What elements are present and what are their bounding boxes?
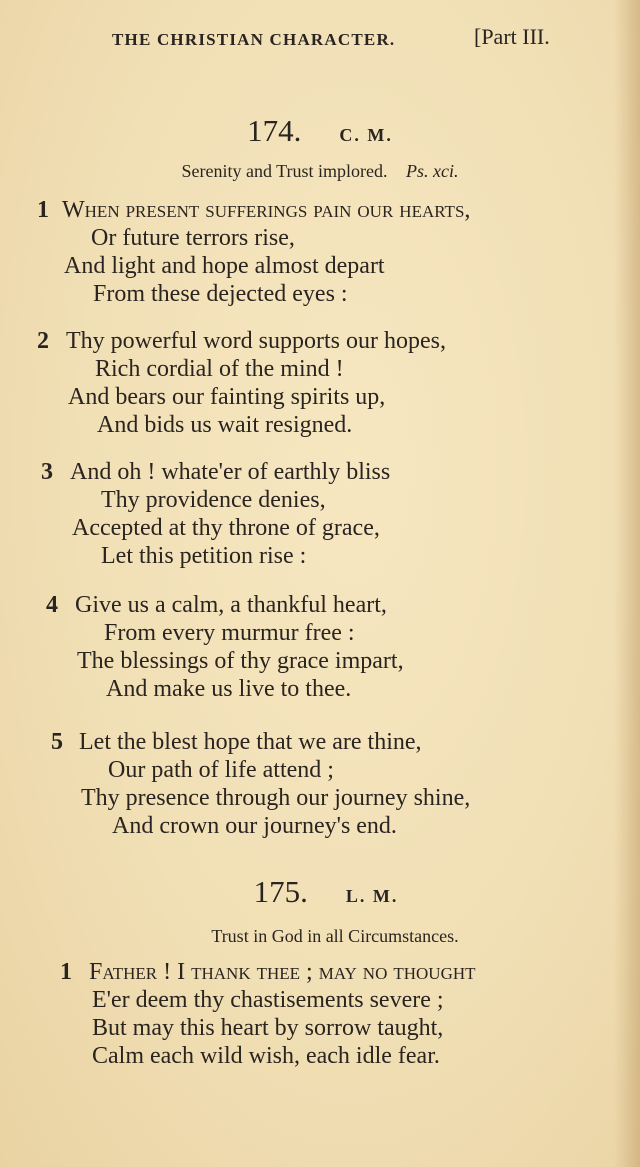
stanza-number: 1 [37,197,49,223]
hymn-heading-175 [0,874,640,910]
verse-line: Our path of life attend ; [108,757,334,783]
verse-line: And bids us wait resigned. [97,412,353,438]
verse-line: And bears our fainting spirits up, [68,384,386,410]
verse-line: Calm each wild wish, each idle fear. [92,1043,440,1069]
stanza-number: 1 [60,959,72,985]
verse-line: Thy powerful word supports our hopes, [66,328,446,354]
verse-line: Father ! I thank thee ; may no thought [89,959,476,985]
verse-line: Let this petition rise : [101,543,307,569]
verse-line: But may this heart by sorrow taught, [92,1015,444,1041]
verse-line: And make us live to thee. [106,676,352,702]
verse-line: And light and hope almost depart [64,253,385,279]
verse-line: The blessings of thy grace impart, [77,648,404,674]
verse-line: Thy presence through our journey shine, [81,785,471,811]
verse-line: From every murmur free : [104,620,355,646]
verse-line: And crown our journey's end. [112,813,397,839]
verse-line: Rich cordial of the mind ! [95,356,344,382]
verse-line: Let the blest hope that we are thine, [79,729,422,755]
hymn-title-174 [0,161,640,182]
hymn-heading-174 [0,113,640,149]
stanza-number: 3 [41,459,53,485]
verse-line: And oh ! whate'er of earthly bliss [70,459,391,485]
hymn-number: 174. [247,113,302,148]
verse-line: Give us a calm, a thankful heart, [75,592,387,618]
hymn-scripture-reference: Ps. xci. [406,161,459,181]
running-head-title: THE CHRISTIAN CHARACTER. [112,30,396,49]
hymn-meter: L. M. [345,886,399,906]
stanza-number: 2 [37,328,49,354]
hymn-title-text: Trust in God in all Circumstances. [211,926,459,946]
verse-line: Thy providence denies, [101,487,326,513]
verse-line: From these dejected eyes : [93,281,348,307]
running-head-part: [Part III. [474,24,550,49]
stanza-number: 4 [46,592,58,618]
stanza-number: 5 [51,729,63,755]
verse-line: Or future terrors rise, [91,225,295,251]
verse-line: Accepted at thy throne of grace, [72,515,380,541]
verse-line: E'er deem thy chastisements severe ; [92,987,444,1013]
verse-line: When present sufferings pain our hearts, [62,197,471,223]
hymn-title-text: Serenity and Trust implored. [181,161,388,181]
hymn-title-175 [0,926,640,947]
hymn-number: 175. [253,874,308,909]
hymn-meter: C. M. [339,125,393,145]
